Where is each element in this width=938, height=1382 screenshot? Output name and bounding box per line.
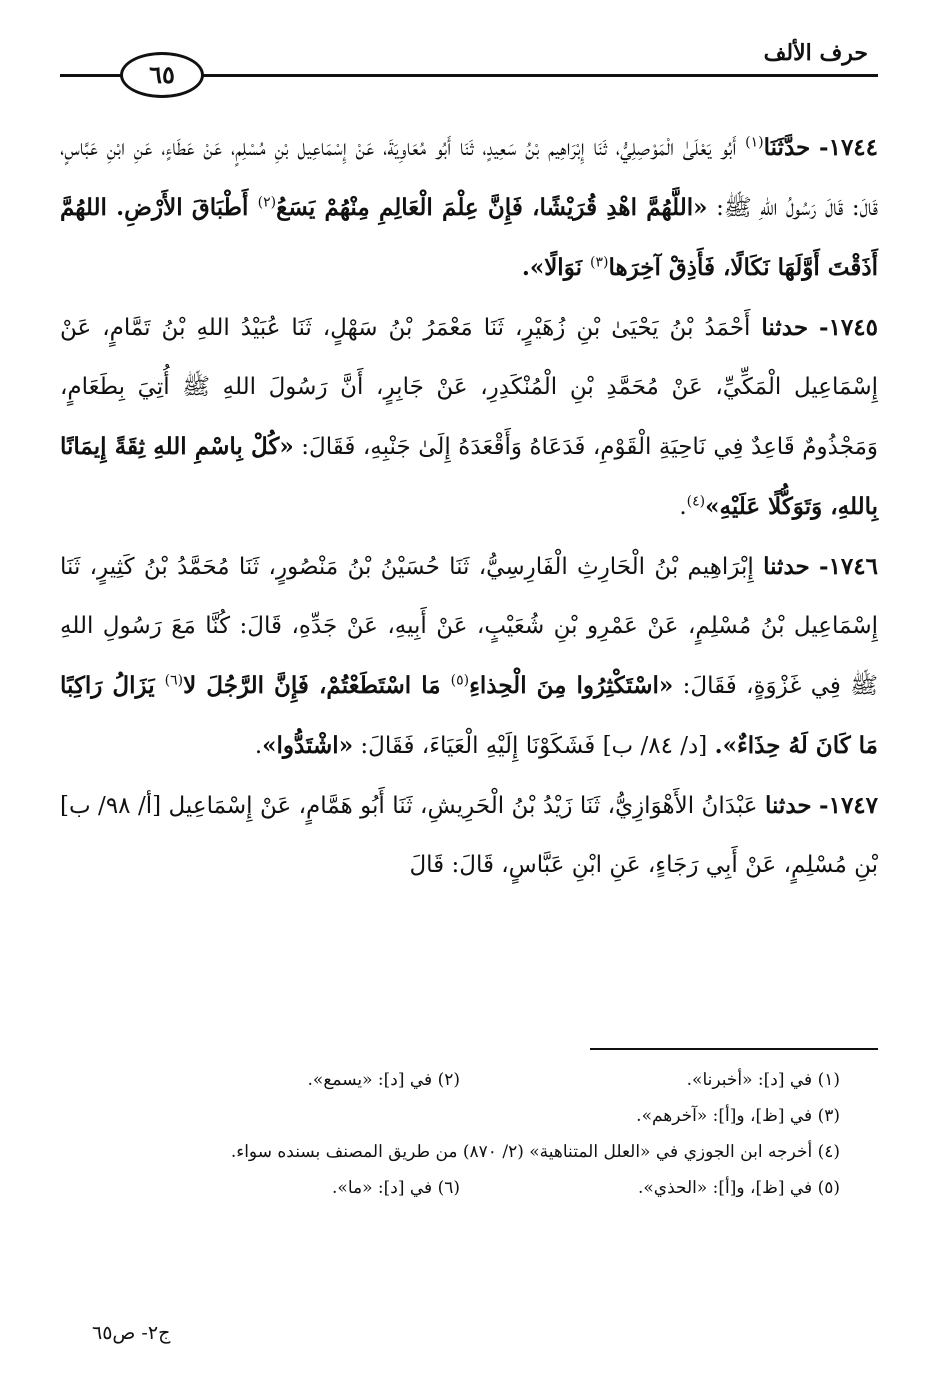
hadith-number: ١٧٤٥- xyxy=(819,314,878,341)
hadith-number: ١٧٤٦- xyxy=(819,553,878,580)
footnote-marker: (٦) xyxy=(164,672,184,689)
matn-text: «كُلْ بِاسْمِ اللهِ ثِقَةً إِيمَانًا بِاللهِ، وَتَوَكُّلًا عَلَيْهِ» xyxy=(60,433,878,520)
matn-text: مَا اسْتَطَعْتُمْ، فَإِنَّ الرَّجُلَ لا xyxy=(183,672,451,699)
hadith-number: ١٧٤٤- xyxy=(819,134,879,161)
footnote-2: (٢) في [د]: «يسمع». xyxy=(307,1070,460,1090)
footnote-1: (١) في [د]: «أخبرنا». xyxy=(686,1070,840,1090)
volume-page-reference: ج٢- ص٦٥ xyxy=(92,1322,171,1344)
footnote-row xyxy=(60,1134,840,1170)
footnote-4: (٤) أخرجه ابن الجوزي في «العلل المتناهية» (٢/ ٨٧٠) من طريق المصنف بسنده سواء. xyxy=(230,1142,840,1162)
trailing-text: . xyxy=(254,733,263,759)
isnad-text: أَبُو يَعْلَىٰ الْمَوْصِلِيُّ، ثَنَا إِبْرَاهِيم بْنُ سَعِيدٍ، ثَنَا أَبُو مُعَاوِيَةَ، عَنْ إِسْمَاعِيل بْنِ مُسْلِمٍ، عَنْ عَطَاءٍ، عَنِ ابْنِ عَبَّاسٍ، قَالَ: قَالَ رَسُولُ اللهِ ﷺ: xyxy=(60,135,878,221)
footnote-5: (٥) في [ظ]، و[أ]: «الحذي». xyxy=(637,1178,840,1198)
footnote-marker: (٣) xyxy=(590,254,609,271)
page-number-badge: ٦٥ xyxy=(120,52,204,98)
footnote-row xyxy=(60,1170,840,1206)
matn-text: «اللَّهُمَّ اهْدِ قُرَيْشًا، فَإِنَّ عِلْمَ الْعَالِمِ مِنْهُمْ يَسَعُ xyxy=(276,194,708,221)
matn-text: أَطْبَاقَ الأَرْضِ. اللهُمَّ أَذَقْتَ أَوَّلَهَا نَكَالًا، فَأَذِقْ آخِرَها xyxy=(60,194,878,281)
narration-keyword: حدثنا xyxy=(761,314,809,341)
trailing-text: [د/ ٨٤/ ب] فَشَكَوْنَا إِلَيْهِ الْعَيَاءَ، فَقَالَ: xyxy=(353,733,715,759)
footnote-separator xyxy=(590,1048,878,1050)
footnotes xyxy=(60,1062,840,1206)
footnote-row xyxy=(60,1098,840,1134)
page-header-title: حرف الألف xyxy=(763,40,868,66)
footnote-marker: (٥) xyxy=(450,672,470,689)
narration-keyword: حدثنا xyxy=(763,553,810,580)
hadith-number: ١٧٤٧- xyxy=(819,792,879,819)
narration-keyword: حدَّثَنَا xyxy=(763,134,811,161)
footnote-3: (٣) في [ظ]، و[أ]: «آخرهم». xyxy=(636,1106,840,1126)
hadith-paragraph-1745 xyxy=(60,298,878,537)
matn-text: نَوَالًا». xyxy=(521,254,590,281)
matn-text: «اسْتَكْثِرُوا مِنَ الْحِذاءِ xyxy=(469,672,674,699)
isnad-text: عَبْدَانُ الأَهْوَازِيُّ، ثَنَا زَيْدُ بْنُ الْحَرِيشِ، ثَنَا أَبُو هَمَّامٍ، عَنْ إِسْمَاعِيل [أ/ ٩٨/ ب] بْنِ مُسْلِمٍ، عَنْ أَبِي رَجَاءٍ، عَنِ ابْنِ عَبَّاسٍ، قَالَ: قَالَ xyxy=(60,793,878,878)
isnad-text: أَحْمَدُ بْنُ يَحْيَىٰ بْنِ زُهَيْرٍ، ثَنَا مَعْمَرُ بْنُ سَهْلٍ، ثَنَا عُبَيْدُ اللهِ بْنُ تَمَّامٍ، عَنْ إِسْمَاعِيل الْمَكِّيِّ، عَنْ مُحَمَّدِ بْنِ الْمُنْكَدِرِ، عَنْ جَابِرٍ، أَنَّ رَسُولَ اللهِ ﷺ أُتِيَ بِطَعَامٍ، وَمَجْذُومٌ قَاعِدٌ فِي نَاحِيَةِ الْقَوْمِ، فَدَعَاهُ وَأَقْعَدَهُ إِلَىٰ جَنْبِهِ، فَقَالَ: xyxy=(60,315,878,460)
footnote-marker: (١) xyxy=(745,134,764,151)
hadith-paragraph-1744 xyxy=(60,118,878,298)
narration-keyword: حدثنا xyxy=(764,792,812,819)
footnote-marker: (٤) xyxy=(686,493,706,510)
trailing-text: . xyxy=(679,494,687,520)
main-text xyxy=(60,118,878,895)
matn-text: «اشْتَدُّوا» xyxy=(262,732,354,759)
matn-text: يَزَالُ رَاكِبًا مَا كَانَ لَهُ حِذَاءٌ». xyxy=(60,672,878,759)
footnote-row xyxy=(60,1062,840,1098)
isnad-text: إِبْرَاهِيم بْنُ الْحَارِثِ الْفَارِسِيُّ، ثَنَا حُسَيْنُ بْنُ مَنْصُورٍ، ثَنَا مُحَمَّدُ بْنُ كَثِيرٍ، ثَنَا إِسْمَاعِيل بْنُ مُسْلِمٍ، عَنْ عَمْرِو بْنِ شُعَيْبٍ، عَنْ أَبِيهِ، عَنْ جَدِّهِ، قَالَ: كُنَّا مَعَ رَسُولِ اللهِ ﷺ فِي غَزْوَةٍ، فَقَالَ: xyxy=(60,554,878,699)
footnote-6: (٦) في [د]: «ما». xyxy=(332,1178,460,1198)
footnote-marker: (٢) xyxy=(257,194,277,211)
hadith-paragraph-1747 xyxy=(60,776,878,895)
hadith-paragraph-1746 xyxy=(60,537,878,776)
